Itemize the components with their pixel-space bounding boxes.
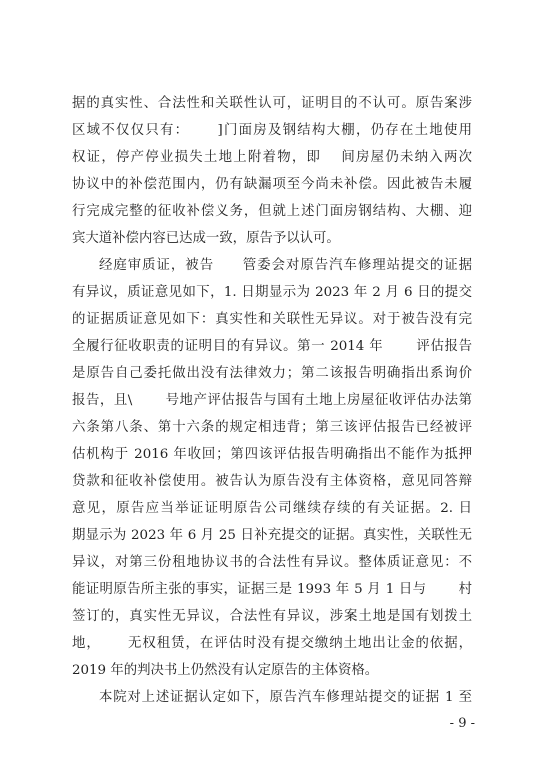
- paragraph-line: 的证据质证意见如下：真实性和关联性无异议。对于被告没有完: [72, 312, 472, 327]
- paragraph-line: 估机构于 2016 年收回；第四该评估报告明确指出不能作为抵押: [72, 447, 472, 462]
- page-number: - 9 -: [449, 716, 475, 731]
- paragraph-line: 签订的，真实性无异议，合法性有异议，涉案土地是国有划拨土: [72, 609, 472, 624]
- paragraph-line: 宾大道补偿内容已达成一致，原告予以认可。: [72, 231, 340, 246]
- paragraph-line: 异议，对第三份租地协议书的合法性有异议。整体质证意见：不: [72, 555, 472, 570]
- paragraph-line: 经庭审质证，被告 管委会对原告汽车修理站提交的证据: [99, 258, 472, 273]
- paragraph-line: 报告，且\ 号地产评估报告与国有土地上房屋征收评估办法第: [72, 393, 472, 408]
- paragraph-line: 能证明原告所主张的事实，证据三是 1993 年 5 月 1 日与 村: [72, 582, 472, 597]
- paragraph-line: 区域不仅仅只有： ]门面房及钢结构大棚，仍存在土地使用: [72, 123, 472, 138]
- paragraph-line: 地， 无权租赁，在评估时没有提交缴纳土地出让金的依据，: [72, 636, 472, 651]
- paragraph-line: 权证，停产停业损失土地上附着物，即 间房屋仍未纳入两次: [72, 150, 472, 165]
- paragraph-line: 六条第八条、第十六条的规定相违背；第三该评估报告已经被评: [72, 420, 472, 435]
- paragraph-line: 全履行征收职责的证明目的有异议。第一 2014 年 评估报告: [72, 339, 472, 354]
- paragraph-line: 有异议，质证意见如下，1. 日期显示为 2023 年 2 月 6 日的提交: [72, 285, 472, 300]
- paragraph-line: 意见，原告应当举证证明原告公司继续存续的有关证据。2. 日: [72, 501, 472, 516]
- paragraph-line: 协议中的补偿范围内，仍有缺漏项至今尚未补偿。因此被告未履: [72, 177, 472, 192]
- paragraph-line: 2019 年的判决书上仍然没有认定原告的主体资格。: [72, 663, 379, 678]
- paragraph-line: 是原告自己委托做出没有法律效力；第二该报告明确指出系询价: [72, 366, 472, 381]
- paragraph-line: 行完成完整的征收补偿义务，但就上述门面房钢结构、大棚、迎: [72, 204, 472, 219]
- paragraph-line: 期显示为 2023 年 6 月 25 日补充提交的证据。真实性，关联性无: [72, 528, 472, 543]
- paragraph-line: 据的真实性、合法性和关联性认可，证明目的不认可。原告案涉: [72, 96, 472, 111]
- paragraph-line: 贷款和征收补偿使用。被告认为原告没有主体资格，意见同答辩: [72, 474, 472, 489]
- paragraph-line: 本院对上述证据认定如下，原告汽车修理站提交的证据 1 至: [99, 690, 472, 705]
